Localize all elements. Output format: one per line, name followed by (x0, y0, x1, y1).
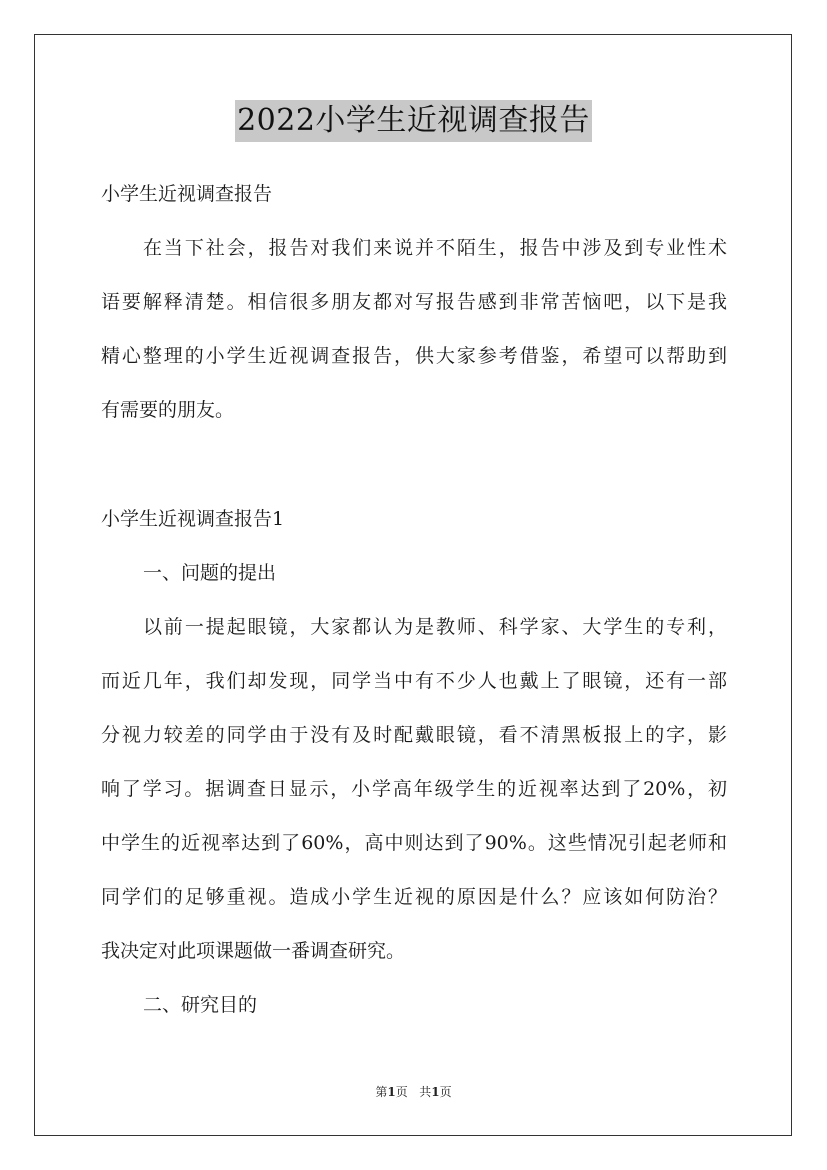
subtitle: 小学生近视调查报告 (101, 183, 273, 205)
footer-total-suffix: 页 (439, 1085, 452, 1099)
footer-total-prefix: 共 (419, 1085, 432, 1099)
body-line: 而近几年，我们却发现，同学当中有不少人也戴上了眼镜，还有一部 (101, 670, 727, 692)
footer-page-prefix: 第 (375, 1085, 388, 1099)
intro-line: 精心整理的小学生近视调查报告，供大家参考借鉴，希望可以帮助到 (101, 345, 727, 367)
body-line: 以前一提起眼镜，大家都认为是教师、科学家、大学生的专利， (143, 616, 727, 638)
page-footer (0, 1083, 827, 1101)
intro-line: 有需要的朋友。 (101, 399, 235, 421)
heading-problem: 一、问题的提出 (143, 562, 277, 584)
footer-total-number: 1 (431, 1085, 440, 1099)
footer-page-number: 1 (387, 1085, 396, 1099)
body-line: 响了学习。据调查日显示，小学高年级学生的近视率达到了20%，初 (101, 778, 727, 800)
body-line: 中学生的近视率达到了60%，高中则达到了90%。这些情况引起老师和 (101, 832, 727, 854)
intro-line: 语要解释清楚。相信很多朋友都对写报告感到非常苦恼吧，以下是我 (101, 291, 727, 313)
footer-page-suffix: 页 (395, 1085, 408, 1099)
document-title: 2022小学生近视调查报告 (235, 100, 592, 142)
intro-line: 在当下社会，报告对我们来说并不陌生，报告中涉及到专业性术 (143, 237, 727, 259)
section-title: 小学生近视调查报告1 (101, 508, 285, 530)
title-container (0, 100, 827, 142)
body-line: 同学们的足够重视。造成小学生近视的原因是什么？应该如何防治？ (101, 886, 727, 908)
heading-purpose: 二、研究目的 (143, 994, 258, 1016)
body-line: 我决定对此项课题做一番调查研究。 (101, 940, 406, 962)
body-line: 分视力较差的同学由于没有及时配戴眼镜，看不清黑板报上的字，影 (101, 724, 727, 746)
